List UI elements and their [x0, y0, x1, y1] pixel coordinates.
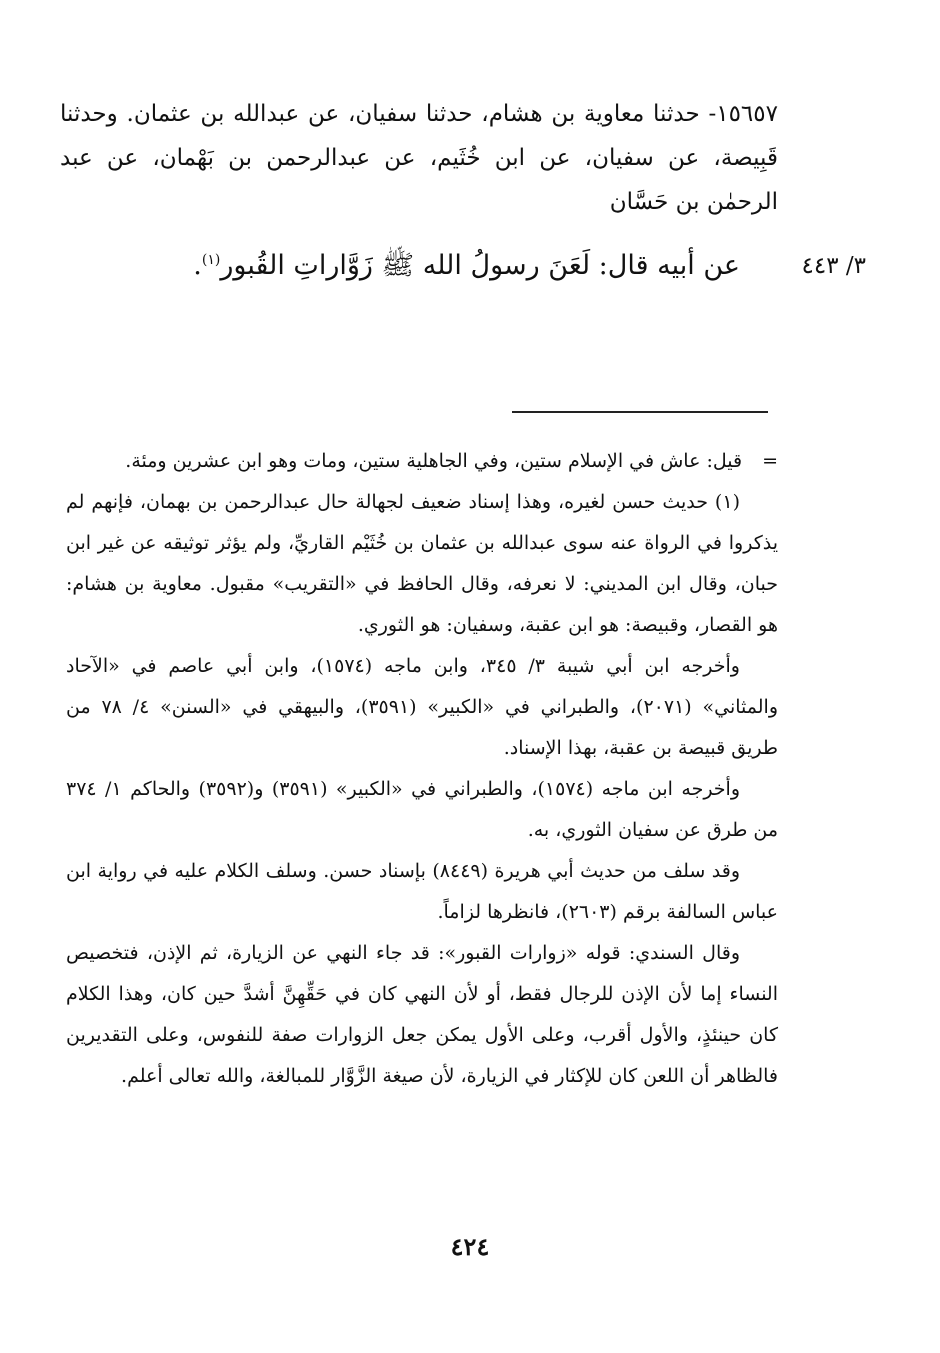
footnotes-section	[66, 441, 778, 1097]
reference-number: ٣/ ٤٤٣	[801, 253, 866, 279]
footnote-marker: (١)	[201, 252, 221, 268]
page-number: ٤٢٤	[450, 1232, 490, 1261]
hadith-isnad-text: ١٥٦٥٧- حدثنا معاوية بن هشام، حدثنا سفيان، عن عبدالله بن عثمان. وحدثنا قَبِيصة، عن سفيان، عن ابن خُثَيم، عن عبدالرحمن بن بَهْمان، عن عبد الرحمٰن بن حَسَّان	[60, 101, 778, 215]
matn-end-mark: .	[193, 250, 202, 281]
hadith-matn-row	[60, 240, 880, 292]
footnote-paragraph: (١) حديث حسن لغيره، وهذا إسناد ضعيف لجهالة حال عبدالرحمن بن بهمان، فإنهم لم يذكروا في الرواة عنه سوى عبدالله بن عثمان بن خُثَيْم القاريِّ، ولم يؤثر توثيقه عن غير ابن حبان، وقال ابن المديني: لا نعرفه، وقال الحافظ في «التقريب» مقبول. معاوية بن هشام: هو القصار، وقبيصة: هو ابن عقبة، وسفيان: هو الثوري.	[66, 491, 778, 636]
footnote-text: قيل: عاش في الإسلام ستين، وفي الجاهلية ستين، ومات وهو ابن عشرين ومئة.	[125, 450, 743, 472]
continuation-mark: =	[762, 450, 778, 472]
footnote-paragraph-continued	[66, 441, 778, 482]
footnote-paragraph: وأخرجه ابن ماجه (١٥٧٤)، والطبراني في «الكبير» (٣٥٩١) و(٣٥٩٢) والحاكم ١/ ٣٧٤ من طرق عن سفيان الثوري، به.	[66, 778, 778, 841]
hadith-isnad	[60, 92, 778, 224]
footnote-paragraph: وأخرجه ابن أبي شيبة ٣/ ٣٤٥، وابن ماجه (١٥٧٤)، وابن أبي عاصم في «الآحاد والمثاني» (٢٠٧١)، والطبراني في «الكبير» (٣٥٩١)، والبيهقي في «السنن» ٤/ ٧٨ من طريق قبيصة بن عقبة، بهذا الإسناد.	[66, 655, 778, 759]
footnote-divider	[512, 411, 768, 413]
footnote-paragraph: وقد سلف من حديث أبي هريرة (٨٤٤٩) بإسناد حسن. وسلف الكلام عليه في رواية ابن عباس السالفة برقم (٢٦٠٣)، فانظرها لزاماً.	[66, 860, 778, 923]
hadith-matn	[193, 240, 740, 292]
hadith-matn-text: عن أبيه قال: لَعَنَ رسولُ الله ﷺ زَوَّاراتِ القُبور	[220, 250, 740, 281]
footnote-paragraph: وقال السندي: قوله «زوارات القبور»: قد جاء النهي عن الزيارة، ثم الإذن، فتخصيص النساء إما لأن الإذن للرجال فقط، أو لأن النهي كان في حَقِّهِنَّ أشدَّ حين كان، وهذا الكلام كان حينئذٍ، والأول أقرب، وعلى الأول يمكن جعل الزوارات صفة للنفوس، وعلى التقديرين فالظاهر أن اللعن كان للإكثار في الزيارة، لأن صيغة الزَّوَّار للمبالغة، والله تعالى أعلم.	[66, 942, 778, 1087]
